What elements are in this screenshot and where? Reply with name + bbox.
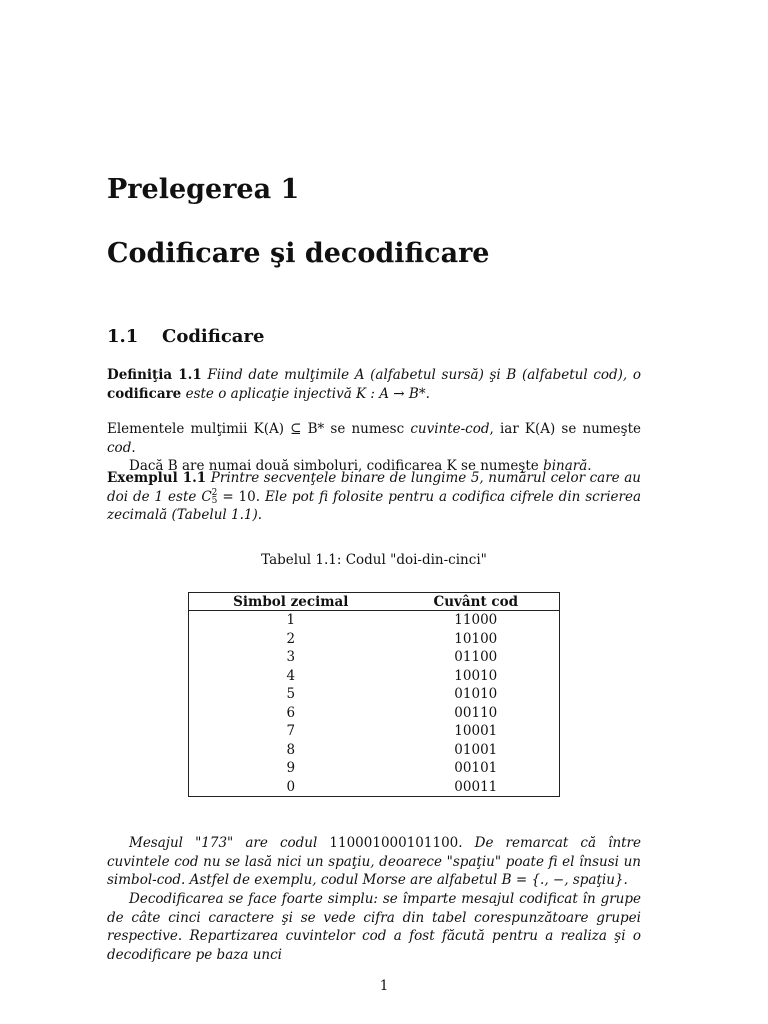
table-row xyxy=(189,778,560,797)
text-fragment: Dacă B are numai două simboluri, codificarea K se numeşte xyxy=(129,458,539,474)
table-row xyxy=(189,759,560,778)
table-row xyxy=(189,704,560,723)
table-cell: 4 xyxy=(286,667,296,684)
column-header: Cuvânt cod xyxy=(393,593,560,611)
table-cell: 8 xyxy=(286,741,296,758)
table-cell: 11000 xyxy=(454,612,498,629)
paragraph-line-1 xyxy=(107,420,641,457)
table-cell: 6 xyxy=(286,704,296,721)
formula-subscript: 5 xyxy=(211,496,218,506)
section-title: Codificare xyxy=(162,326,265,347)
section-heading xyxy=(107,326,264,347)
example-label: Exemplul 1.1 xyxy=(107,470,207,486)
paragraph-mesaj xyxy=(107,834,641,890)
text-fragment: , iar K(A) se numeşte xyxy=(489,421,642,437)
text-fragment: Elementele mulţimii K(A) ⊆ B* se numesc xyxy=(107,421,405,437)
table-cell: 00011 xyxy=(454,778,498,795)
text-fragment: Decodificarea se face foarte simplu: se împarte mesajul codificat în grupe de câte cinci caractere şi se vede cifra din tabel corespunzătoare grupei respective. Repartizarea cuvintelor cod a fost făcută pentru a realiza şi o decodificare pe baza unci xyxy=(107,891,641,963)
table-cell: 7 xyxy=(286,723,296,740)
term-binara: binară xyxy=(543,458,588,474)
text-fragment: . xyxy=(587,458,592,474)
example-text-a: Printre secvenţele binare de lungime 5, numărul celor care au doi de 1 este xyxy=(107,470,641,505)
table-row xyxy=(189,648,560,667)
definition-text-before: Fiind date mulţimile A (alfabetul sursă) şi B (alfabetul cod), o xyxy=(207,367,641,383)
table-header-row xyxy=(189,593,560,611)
term-cod: cod xyxy=(107,439,132,456)
text-fragment: Mesajul "173" are codul xyxy=(129,835,318,851)
chapter-label: Prelegerea 1 xyxy=(107,174,300,205)
table-row xyxy=(189,722,560,741)
definition-term: codificare xyxy=(107,385,182,402)
example-text-b: Ele pot fi folosite pentru a codifica cifrele din scrierea zecimală (Tabelul 1.1). xyxy=(107,488,641,523)
table-caption: Tabelul 1.1: Codul "doi-din-cinci" xyxy=(261,552,487,568)
table-row xyxy=(189,741,560,760)
section-number: 1.1 xyxy=(107,326,139,347)
table-row xyxy=(189,667,560,686)
table-cell: 01001 xyxy=(454,741,498,758)
paragraph-cuvinte-cod xyxy=(107,420,641,476)
table-row xyxy=(189,611,560,630)
table-cell: 10001 xyxy=(454,723,498,740)
table-cell: 1 xyxy=(286,612,296,629)
definition-text-after: este o aplicaţie injectivă K : A → B*. xyxy=(185,385,430,402)
formula-symbol: C xyxy=(201,488,212,505)
table-row xyxy=(189,685,560,704)
table-cell: 10010 xyxy=(454,667,498,684)
table-cell: 01010 xyxy=(454,686,498,703)
table-cell: 00101 xyxy=(454,760,498,777)
paragraph-decodificare xyxy=(107,890,641,964)
chapter-title: Codificare şi decodificare xyxy=(107,238,490,269)
table-cell: 5 xyxy=(286,686,296,703)
formula-rest: = 10. xyxy=(222,488,261,505)
text-fragment: . De remarcat că între cuvintele cod nu se lasă nici un spaţiu, deoarece "spaţiu" poate fi el însusi un simbol-cod. Astfel de exemplu, codul Morse are alfabetul B = {., −, spaţiu}. xyxy=(107,835,641,888)
table-cell: 9 xyxy=(286,760,296,777)
example-formula xyxy=(201,489,260,505)
table-cell: 0 xyxy=(286,778,296,795)
encoded-message: 110001000101100 xyxy=(329,835,459,851)
definition-label: Definiţia 1.1 xyxy=(107,367,202,383)
example-block xyxy=(107,469,641,525)
table-cell: 2 xyxy=(286,630,296,647)
term-cuvinte-cod: cuvinte-cod xyxy=(410,421,490,437)
table-cell: 01100 xyxy=(454,649,498,666)
column-header: Simbol zecimal xyxy=(189,593,393,611)
table-cell: 3 xyxy=(286,649,296,666)
table-row xyxy=(189,630,560,649)
code-table xyxy=(188,592,560,797)
formula-superscript: 2 xyxy=(211,488,218,498)
definition-block xyxy=(107,366,641,403)
text-fragment: . xyxy=(131,439,136,456)
table-cell: 00110 xyxy=(454,704,498,721)
page-number: 1 xyxy=(379,978,389,994)
table-cell: 10100 xyxy=(454,630,498,647)
